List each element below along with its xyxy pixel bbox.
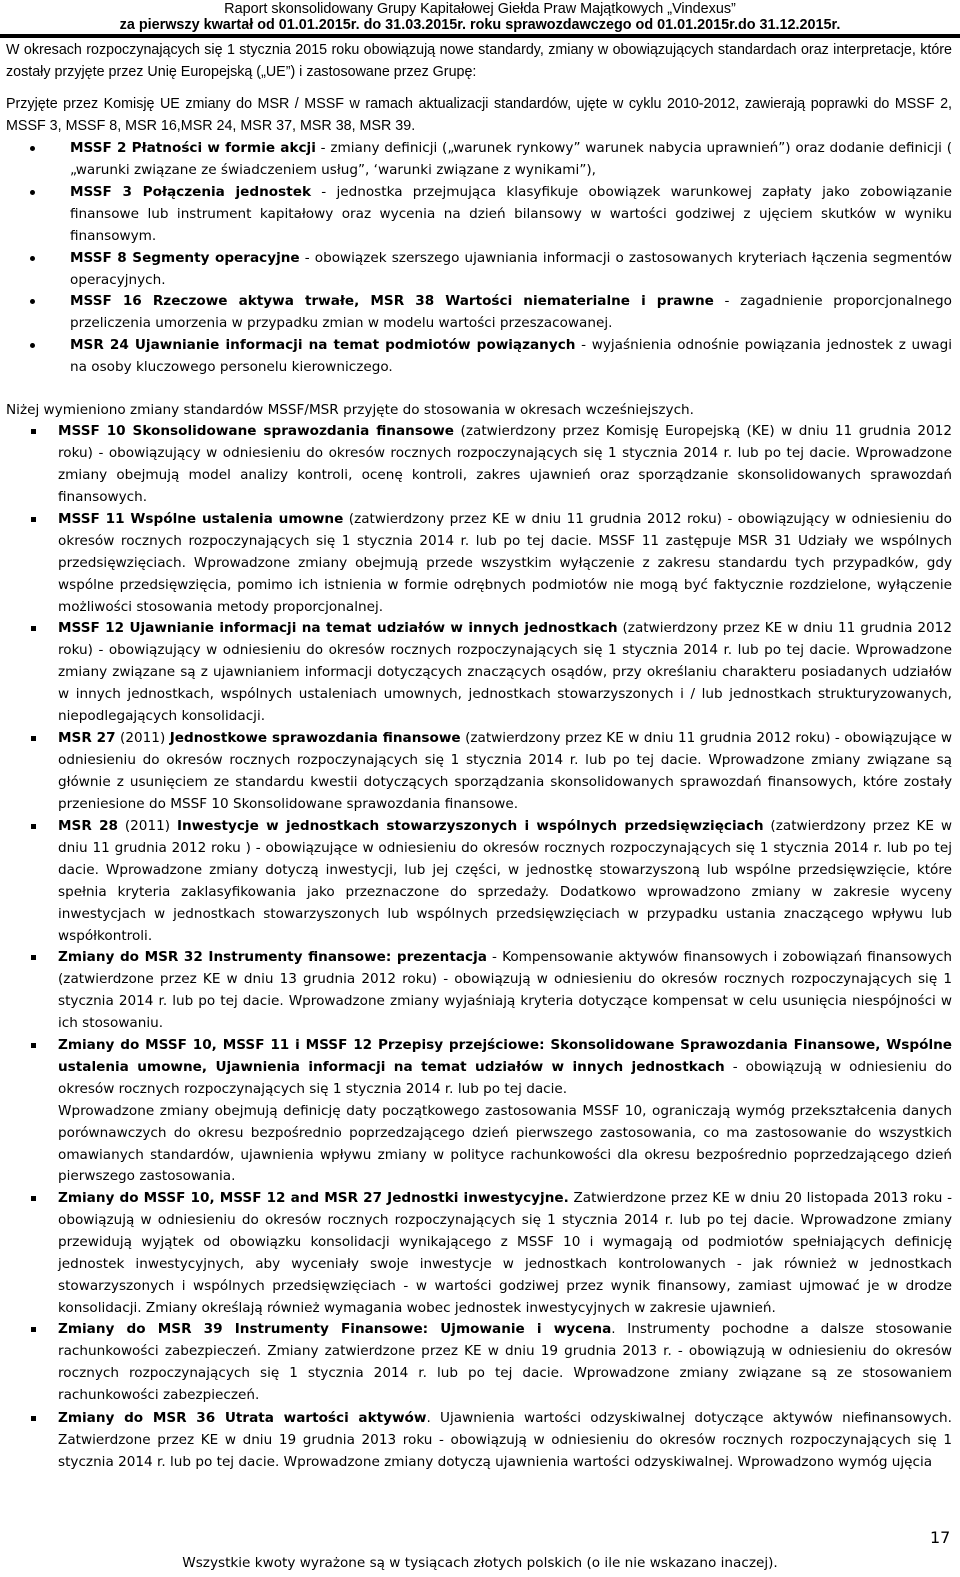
bullet-item-text: - obowiązek szerszego ujawniania informacji o zastosowanych kryteriach łączenia segmentów operacyjnych. [70, 250, 952, 288]
bullet-item-title: MSSF 8 Segmenty operacyjne [70, 250, 300, 266]
standard-item-text: (zatwierdzony przez Komisję Europejską (KE) w dniu 11 grudnia 2012 roku) - obowiązujący w odniesieniu do okresów rocznych rozpoczynających się 1 stycznia 2014 r. lub po tej dacie. Wprowadzone zmiany obejmują model analizy kontroli, ocenę kontroli, zakres ujawnień oraz sporządzanie skonsolidowanych sprawozdań finansowych. [58, 423, 953, 505]
standard-item-text: . Instrumenty pochodne a dalsze stosowanie rachunkowości zabezpieczeń. Zmiany zatwierdzone przez KE w dniu 19 grudnia 2013 r. - obowiązują w odniesieniu do okresów rocznych rozpoczynających się 1 stycznia 2014 r. lub po tej dacie. Wprowadzone zmiany związane są ze stosowaniem rachunkowości zabezpieczeń. [58, 1321, 953, 1403]
standard-item [58, 728, 952, 816]
standard-item-title: MSR 27 [58, 730, 116, 746]
standard-item-title: Zmiany do MSR 36 Utrata wartości aktywów [58, 1410, 427, 1426]
standard-item [58, 1319, 952, 1407]
bullet-dot-icon [30, 146, 35, 151]
square-bullet-icon [31, 1327, 36, 1332]
bullet-dot-icon [30, 256, 35, 261]
bullet-item-text: - wyjaśnienia odnośnie powiązania jednostek z uwagi na osoby kluczowego personelu kierowniczego. [70, 337, 952, 375]
standard-item [58, 509, 952, 619]
report-header-period: za pierwszy kwartał od 01.01.2015r. do 31.03.2015r. roku sprawozdawczego od 01.01.2015r.do 31.12.2015r. [119, 17, 841, 33]
bullet-item [70, 290, 952, 334]
standard-item [58, 1035, 952, 1188]
standard-item-text: - obowiązują w odniesieniu do okresów rocznych rozpoczynających się 1 stycznia 2014 r. lub po tej dacie. [58, 1058, 952, 1097]
bullet-dot-icon [30, 343, 35, 348]
bullet-dot-icon [30, 299, 35, 304]
bullet-item-text: - zagadnienie proporcjonalnego przeliczenia umorzenia w przypadku zmian w modelu wartości przeszacowanej. [70, 293, 952, 331]
standard-item-title: MSR 28 [58, 818, 118, 834]
standard-item-text: (2011) [117, 818, 177, 834]
standard-item-title: Zmiany do MSR 39 Instrumenty Finansowe: Ujmowanie i wycena [58, 1321, 612, 1337]
header-divider [0, 34, 960, 38]
standard-item-text: (2011) [115, 730, 170, 746]
bullet-item-title: MSSF 2 Płatności w formie akcji [70, 140, 316, 156]
standard-item [58, 618, 952, 728]
bullet-item-text: - zmiany definicji („warunek rynkowy” warunek nabycia uprawnień”) oraz dodanie definicji ( „warunki związane ze świadczeniem usług”, ‘warunki związane z wynikami”), [70, 140, 952, 178]
standard-item-extra: Wprowadzone zmiany obejmują definicję daty początkowego zastosowania MSSF 10, ograniczają wymóg przekształcenia danych porównawczych do okresu bezpośrednio poprzedzającego dzień pierwszego zastosowania, co ma zastosowanie do wszystkich omawianych standardów, ujawnienia wpływu zmiany w polityce rachunkowości dla okresu bezpośrednio poprzedzającego dzień pierwszego zastosowania. [58, 1102, 952, 1185]
standard-item [58, 947, 952, 1035]
standard-item-title: Jednostkowe sprawozdania finansowe [169, 730, 461, 746]
bullet-item-title: MSR 24 Ujawnianie informacji na temat podmiotów powiązanych [70, 337, 576, 353]
square-bullet-icon [31, 517, 36, 522]
bullet-item-title: MSSF 16 Rzeczowe aktywa trwałe, MSR 38 Wartości niematerialne i prawne [70, 293, 714, 309]
intro-paragraph-1: W okresach rozpoczynających się 1 stycznia 2015 roku obowiązują nowe standardy, zmiany w obowiązujących standardach oraz interpretacje, które zostały przyjęte przez Unię Europejską („UE”) i zastosowane przez Grupę: [6, 42, 952, 80]
standard-item-text: (zatwierdzony przez KE w dniu 11 grudnia 2012 roku ) - obowiązujące w odniesieniu do okresów rocznych rozpoczynających się 1 stycznia 2014 r. lub po tej dacie. Wprowadzone zmiany dotyczą inwestycji, lub jej części, w jednostkę stowarzyszoną lub wspólne przedsięwzięcie, które spełnia kryteria zaklasyfikowania jako przeznaczone do sprzedaży. Dodatkowo wprowadzono zmiany w zakresie wyceny inwestycjach w jednostkach stowarzyszonych lub wspólnych przedsięwzięciach w przypadku ustania znaczącego wpływu lub współkontroli. [58, 818, 952, 944]
standard-item-title: MSSF 11 Wspólne ustalenia umowne [58, 511, 344, 527]
standard-item-text: - Kompensowanie aktywów finansowych i zobowiązań finansowych (zatwierdzone przez KE w dniu 13 grudnia 2012 roku) - obowiązują w odniesieniu do okresów rocznych rozpoczynających się 1 stycznia 2014 r. lub po tej dacie. Wprowadzone zmiany wyjaśniają kryteria dotyczące kompensat w celu usunięcia niespójności w ich stosowaniu. [58, 949, 952, 1031]
bullet-item [70, 181, 952, 247]
standard-item-text: (zatwierdzony przez KE w dniu 11 grudnia 2012 roku) - obowiązujące w odniesieniu do okresów rocznych rozpoczynających się 1 stycznia 2014 r. lub po tej dacie. Wprowadzone zmiany związane są głównie z usunięciem ze standardu kwestii dotyczących sporządzania skonsolidowanych sprawozdań finansowych, które zostały przeniesione do MSSF 10 Skonsolidowane sprawozdania finansowe. [58, 730, 952, 812]
page-footer: Wszystkie kwoty wyrażone są w tysiącach złotych polskich (o ile nie wskazano inaczej). [182, 1555, 778, 1571]
standard-item-text: . Ujawnienia wartości odzyskiwalnej dotyczące aktywów niefinansowych. Zatwierdzone przez KE w dniu 19 grudnia 2013 roku - obowiązują w odniesieniu do okresów rocznych rozpoczynających się 1 stycznia 2014 r. lub po tej dacie. Wprowadzone zmiany dotyczą ujawnienia wartości odzyskiwalnej. Wprowadzono wymóg ujęcia [58, 1410, 952, 1470]
bullet-item [70, 334, 952, 378]
bullet-item [70, 137, 952, 181]
standard-item [58, 816, 952, 947]
bullet-item [70, 247, 952, 291]
standard-item-title: MSSF 10 Skonsolidowane sprawozdania finansowe [58, 423, 455, 439]
standard-item-text: (zatwierdzony przez KE w dniu 11 grudnia 2012 roku) - obowiązujący w odniesieniu do okresów rocznych rozpoczynających się 1 stycznia 2014 r. lub po tej dacie. MSSF 11 zastępuje MSR 31 Udziały we wspólnych przedsięwzięciach. Wprowadzone zmiany obejmują przede wszystkim wyłączenie z zakresu standardu tych przypadków, gdy wspólne przedsięwzięcia, pomimo ich istnienia w formie odrębnych podmiotów nie mogą być faktycznie rozdzielone, wyłączenie możliwości stosowania metody proporcjonalnej. [58, 511, 953, 615]
intro-paragraph-2: Przyjęte przez Komisję UE zmiany do MSR / MSSF w ramach aktualizacji standardów, ujęte w cyklu 2010-2012, zawierają poprawki do MSSF 2, MSSF 3, MSSF 8, MSR 16,MSR 24, MSR 37, MSR 38, MSR 39. [6, 96, 952, 134]
bullet-item-title: MSSF 3 Połączenia jednostek [70, 184, 311, 200]
standard-item-text: Zatwierdzone przez KE w dniu 20 listopada 2013 roku - obowiązują w odniesieniu do okresów rocznych rozpoczynających się 1 stycznia 2014 r. lub po tej dacie. Wprowadzone zmiany przewidują wyjątek od obowiązku konsolidacji wynikającego z MSSF 10 i wymagają od podmiotów spełniających definicję jednostek inwestycyjnych, aby wyceniały swoje inwestycje w jednostkach kontrolowanych - jak również w jednostkach stowarzyszonych i wspólnych przedsięwzięciach - w wartości godziwej przez wynik finansowy, zamiast ujmować je w drodze konsolidacji. Zmiany określają również wymagania wobec jednostek inwestycyjnych w zakresie ujawnień. [58, 1190, 952, 1316]
standard-item-title: Zmiany do MSSF 10, MSSF 11 i MSSF 12 Przepisy przejściowe: Skonsolidowane Sprawozdania Finansowe, Wspólne ustalenia umowne, Ujawnienia informacji na temat udziałów w innych jednostkach [58, 1037, 952, 1075]
standard-item-title: Zmiany do MSR 32 Instrumenty finansowe: prezentacja [58, 949, 487, 965]
standard-item-title: MSSF 12 Ujawnianie informacji na temat udziałów w innych jednostkach [58, 620, 618, 636]
standard-item-title: Inwestycje w jednostkach stowarzyszonych i wspólnych przedsięwzięciach [176, 818, 764, 834]
square-bullet-icon [31, 626, 36, 631]
standard-item [58, 1408, 952, 1474]
earlier-standards-intro: Niżej wymieniono zmiany standardów MSSF/MSR przyjęte do stosowania w okresach wcześniejszych. [6, 402, 694, 418]
standard-item [58, 1188, 952, 1319]
square-bullet-icon [31, 955, 36, 960]
square-bullet-icon [31, 1196, 36, 1201]
page-number: 17 [930, 1528, 951, 1547]
square-bullet-icon [31, 1043, 36, 1048]
square-bullet-icon [31, 1416, 36, 1421]
standard-item [58, 421, 952, 509]
standard-item-text: (zatwierdzony przez KE w dniu 11 grudnia 2012 roku) - obowiązujący w odniesieniu do okresów rocznych rozpoczynających się 1 stycznia 2014 r. lub po tej dacie. Wprowadzone zmiany związane są z ujawnianiem informacji dotyczących znaczących osądów, przy określaniu charakteru posiadanych udziałów w innych jednostkach, wspólnych ustaleniach umownych, jednostkach stowarzyszonych i / lub jednostkach strukturyzowanych, niepodlegających konsolidacji. [58, 620, 952, 724]
square-bullet-icon [31, 824, 36, 829]
square-bullet-icon [31, 429, 36, 434]
report-header-title: Raport skonsolidowany Grupy Kapitałowej Giełda Praw Majątkowych „Vindexus” [224, 1, 736, 17]
standard-item-title: Zmiany do MSSF 10, MSSF 12 and MSR 27 Jednostki inwestycyjne. [58, 1190, 569, 1206]
square-bullet-icon [31, 736, 36, 741]
bullet-dot-icon [30, 190, 35, 195]
bullet-item-text: - jednostka przejmująca klasyfikuje obowiązek warunkowej zapłaty jako zobowiązanie finansowe lub instrument kapitałowy oraz wycenia na dzień bilansowy w wartości godziwej z ujęciem skutków w wyniku finansowym. [70, 184, 952, 244]
